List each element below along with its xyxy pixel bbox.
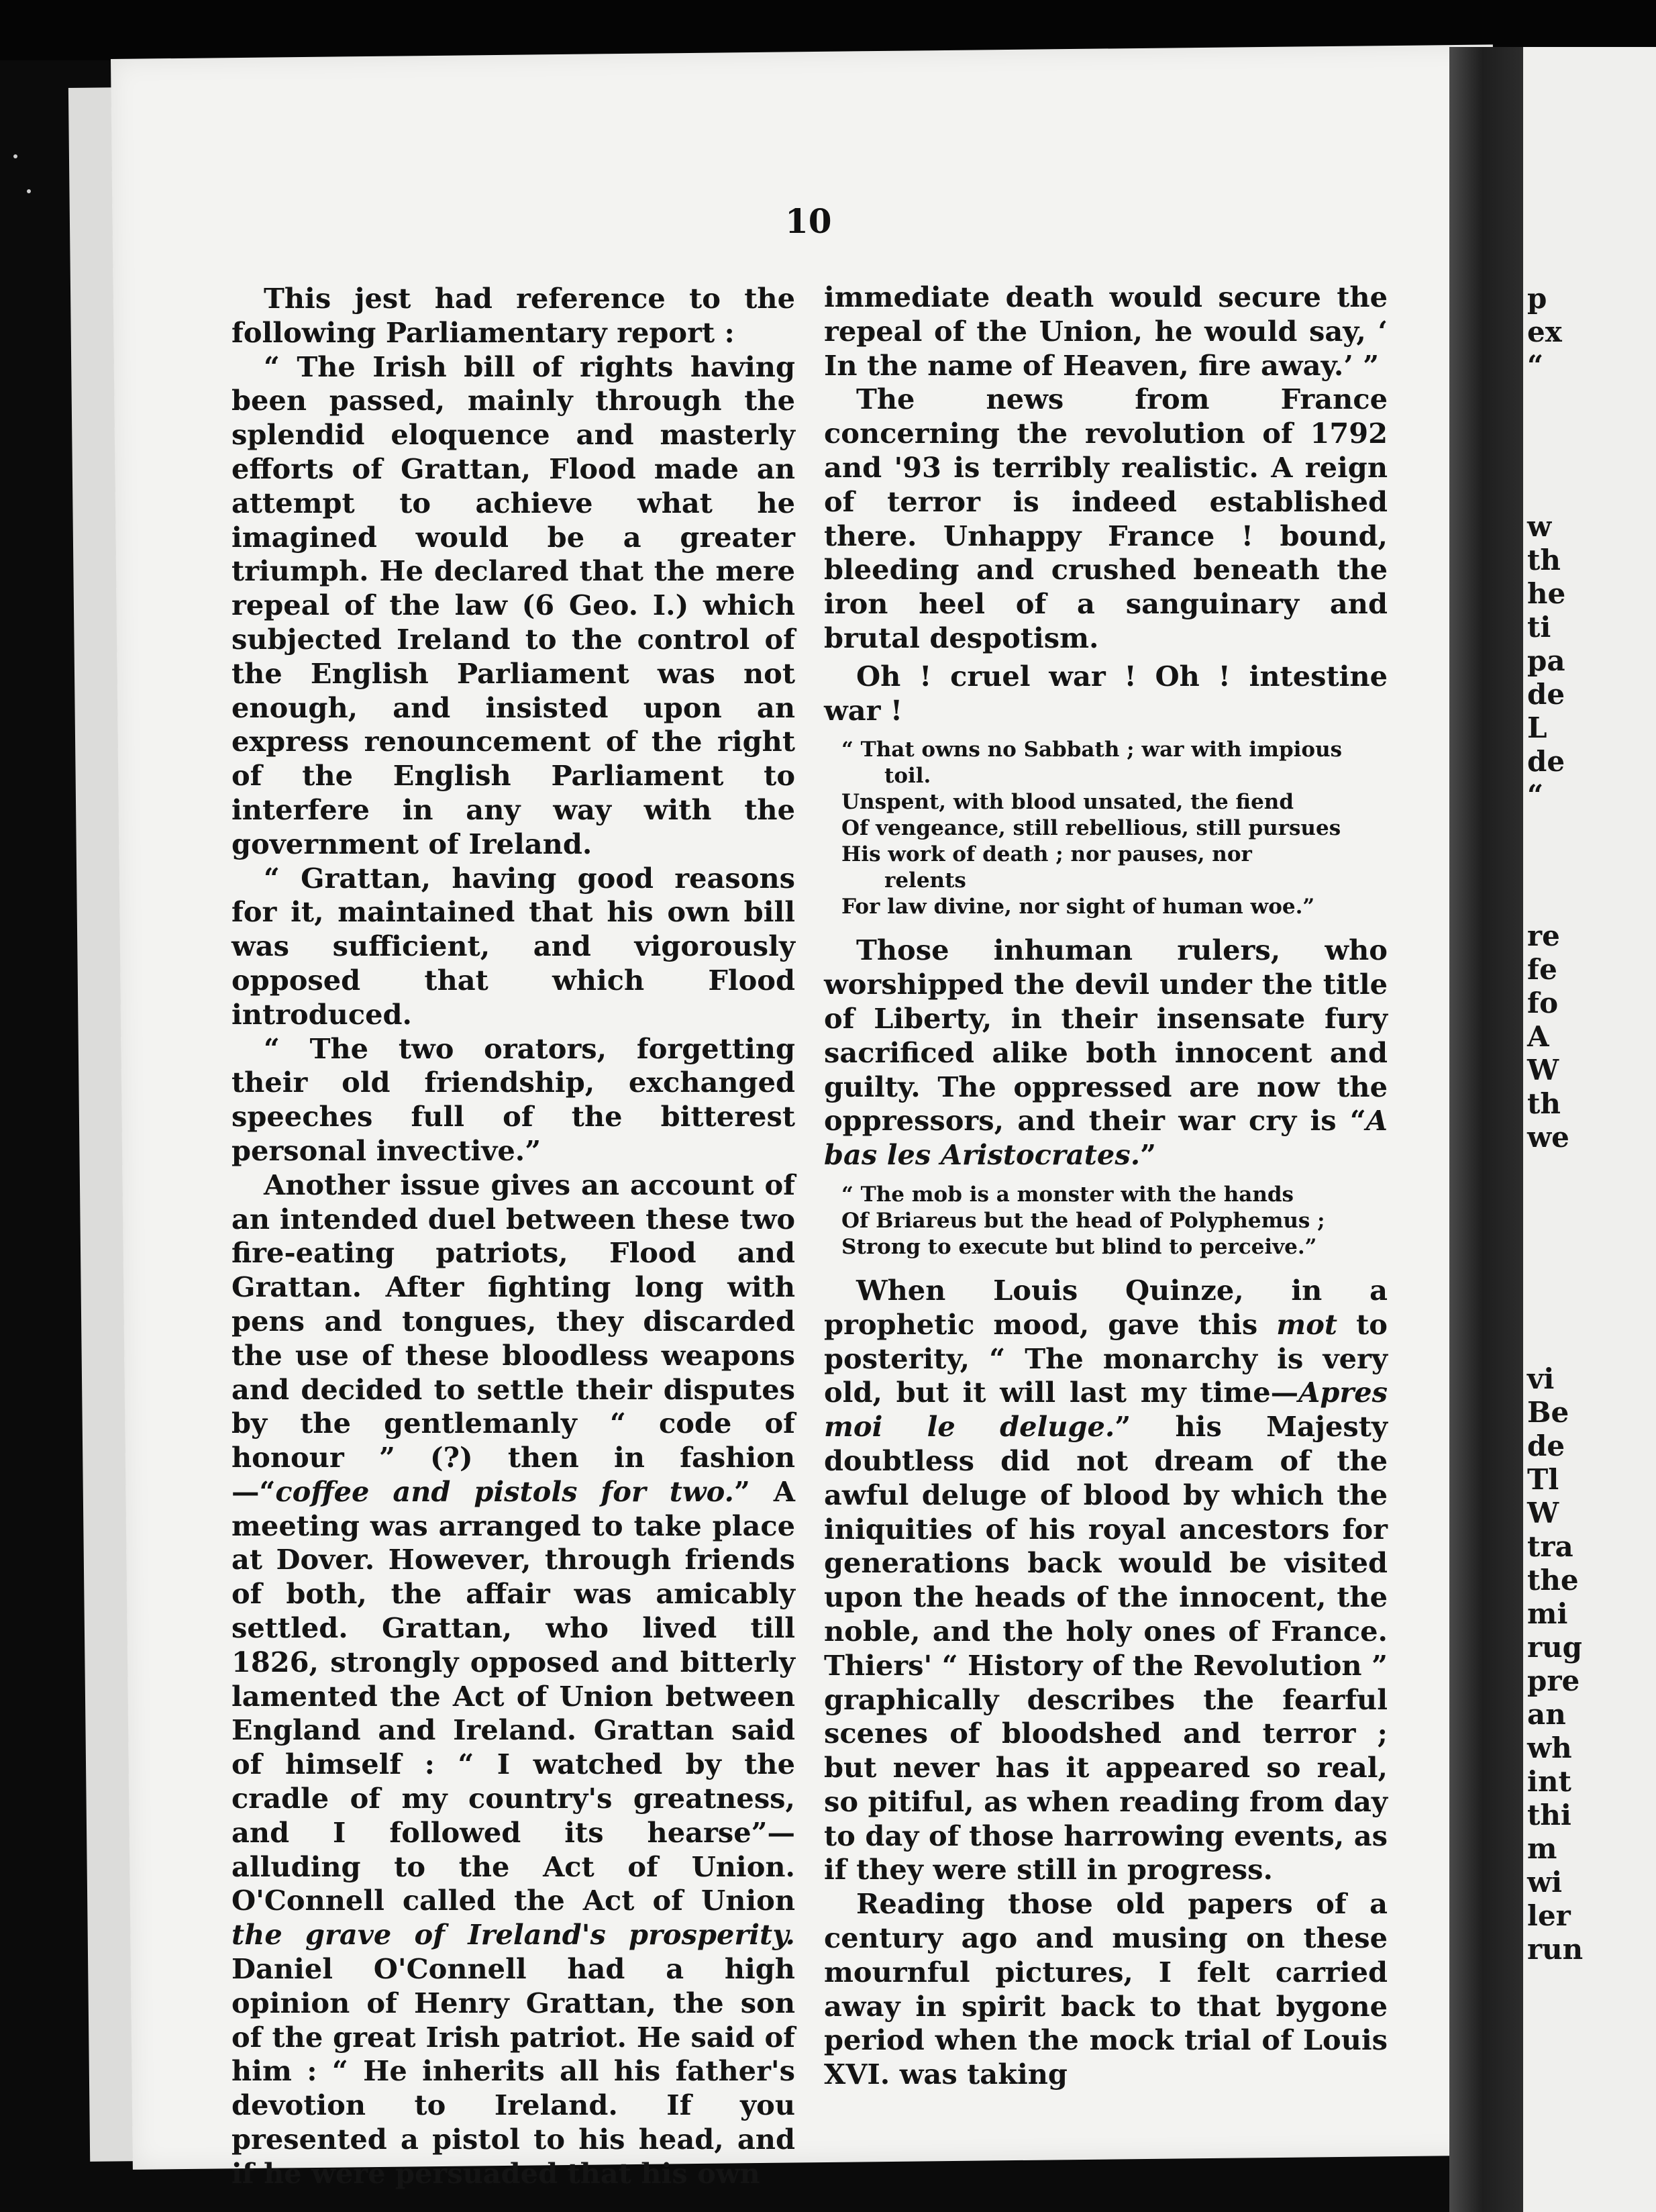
fragment-text: tra xyxy=(1527,1530,1573,1563)
fragment-text: th xyxy=(1527,1087,1561,1120)
fragment-text: int xyxy=(1527,1765,1571,1798)
verse-line: For law divine, nor sight of human woe.” xyxy=(841,895,1315,919)
scan-speck xyxy=(27,189,31,193)
paragraph: The news from France concerning the revolution of 1792 and '93 is terribly realistic. A reign of terror is indeed established there. Unhappy France ! bound, bleeding and crushed beneath the iron heel of a sanguinary and brutal despotism. xyxy=(824,383,1388,654)
italic-text: mot xyxy=(1276,1307,1338,1341)
fragment-text: vi xyxy=(1527,1362,1555,1395)
paragraph: This jest had reference to the following Parliamentary report : xyxy=(231,282,795,349)
paragraph: immediate death would secure the repeal of the Union, he would say, ‘ In the name of Heaven, fire away.’ ” xyxy=(824,281,1388,382)
fragment-text: he xyxy=(1527,577,1566,610)
fragment-text: ler xyxy=(1527,1899,1571,1932)
page-number: 10 xyxy=(785,201,832,241)
fragment-text: rug xyxy=(1527,1631,1583,1664)
book-gutter xyxy=(1449,47,1523,2212)
fragment-text: re xyxy=(1527,919,1560,952)
verse-quote xyxy=(824,737,1388,920)
paragraph: “ The two orators, forgetting their old friendship, exchanged speeches full of the bitterest personal invective.” xyxy=(231,1032,795,1167)
paragraph xyxy=(824,934,1388,1172)
scan-speck xyxy=(13,154,17,158)
fragment-text: th xyxy=(1527,544,1561,576)
fragment-text: an xyxy=(1527,1698,1566,1731)
fragment-text: wi xyxy=(1527,1866,1563,1899)
fragment-text: mi xyxy=(1527,1597,1568,1630)
paragraph: “ Grattan, having good reasons for it, maintained that his own bill was sufficient, and vigorously opposed that which Flood introduced. xyxy=(231,861,795,1031)
verse-line: “ The mob is a monster with the hands xyxy=(841,1182,1294,1207)
paragraph: Reading those old papers of a century ago and musing on these mournful pictures, I felt carried away in spirit back to that bygone period when the mock trial of Louis XVI. was taking xyxy=(824,1887,1388,2091)
fragment-text: Be xyxy=(1527,1396,1569,1429)
text-run: to posterity, “ The monarchy is very old, but it will last my time— xyxy=(824,1307,1388,1409)
text-run: When Louis Quinze, in a prophetic mood, gave this xyxy=(824,1273,1388,1341)
verse-line: toil. xyxy=(884,764,931,789)
fragment-text: L xyxy=(1527,711,1547,744)
verse-line: Of Briareus but the head of Polyphemus ; xyxy=(841,1208,1325,1233)
paragraph: Oh ! cruel war ! Oh ! intestine war ! xyxy=(824,659,1388,727)
italic-text: Apres moi le deluge. xyxy=(824,1376,1388,1444)
fragment-text: the xyxy=(1527,1564,1579,1597)
fragment-text: pre xyxy=(1527,1664,1580,1697)
fragment-text: ex xyxy=(1527,315,1562,348)
fragment-text: ti xyxy=(1527,611,1551,644)
right-column xyxy=(824,281,1388,2092)
fragment-text: A xyxy=(1527,1020,1549,1053)
left-column xyxy=(231,282,795,2191)
fragment-text: Tl xyxy=(1527,1463,1559,1496)
text-run: ” xyxy=(1140,1138,1157,1172)
italic-text: coffee and pistols for two. xyxy=(275,1474,734,1508)
paragraph: “ The Irish bill of rights having been passed, mainly through the splendid eloquence and masterly efforts of Grattan, Flood made an attempt to achieve what he imagined would be a greater triumph. He declared that the mere repeal of the law (6 Geo. I.) which subjected Ireland to the control of the English Parliament was not enough, and insisted upon an express renouncement of the right of the English Parliament to interfere in any way with the government of Ireland. xyxy=(231,350,795,860)
fragment-text: wh xyxy=(1527,1731,1572,1764)
fragment-text: pa xyxy=(1527,644,1565,677)
text-run: ” his Majesty doubtless did not dream of the awful deluge of blood by which the iniquities of his royal ancestors for generations back would be visited upon the heads of the innocent, the noble, and the holy ones of France. Thiers' “ History of the Revolution ” graphically describes the fearful scenes of bloodshed and terror ; but never has it appeared so real, so pitiful, as when reading from day to day of those harrowing events, as if they were still in progress. xyxy=(824,1410,1388,1887)
fragment-text: W xyxy=(1527,1054,1559,1087)
paragraph xyxy=(824,1274,1388,1887)
verse-quote xyxy=(824,1182,1388,1260)
fragment-text: run xyxy=(1527,1933,1584,1966)
verse-line: Of vengeance, still rebellious, still pursues xyxy=(841,816,1341,841)
text-run: ” A meeting was arranged to take place at Dover. However, through friends of both, the affair was amicably settled. Grattan, who lived till 1826, strongly opposed and bitterly lamented the Act of Union between England and Ireland. Grattan said of himself : “ I watched by the cradle of my country's greatness, and I followed its hearse”— alluding to the Act of Union. O'Connell called the Act of Union xyxy=(231,1474,795,1917)
adjacent-page-edge xyxy=(1523,47,1656,2212)
verse-line: His work of death ; nor pauses, nor xyxy=(841,842,1252,867)
italic-text: A bas les Aristocrates. xyxy=(824,1104,1388,1172)
paragraph xyxy=(231,1168,795,2191)
fragment-text: fo xyxy=(1527,987,1559,1019)
fragment-text: “ xyxy=(1527,349,1544,382)
fragment-text: we xyxy=(1527,1121,1569,1154)
italic-text: the grave of Ireland's prosperity. xyxy=(231,1918,795,1952)
fragment-text: fe xyxy=(1527,953,1557,986)
text-run: Another issue gives an account of an intended duel between these two fire-eating patriots, Flood and Grattan. After fighting long with pens and tongues, they discarded the use of these bloodless weapons and decided to settle their disputes by the gentlemanly “ code of honour ” (?) then in fashion —“ xyxy=(231,1168,795,1508)
fragment-text: W xyxy=(1527,1497,1559,1529)
text-run: Daniel O'Connell had a high opinion of Henry Grattan, the son of the great Irish patriot. He said of him : “ He inherits all his father's devotion to Ireland. If you presented a pistol to his head, and if he were persuaded that his own xyxy=(231,1952,795,2190)
verse-line: relents xyxy=(884,868,966,893)
verse-line: Strong to execute but blind to perceive.” xyxy=(841,1234,1317,1259)
verse-line: Unspent, with blood unsated, the fiend xyxy=(841,790,1294,815)
text-run: Those inhuman rulers, who worshipped the devil under the title of Liberty, in their insensate fury sacrificed alike both innocent and guilty. The oppressed are now the oppressors, and their war cry is “ xyxy=(824,934,1388,1138)
fragment-text: m xyxy=(1527,1832,1557,1865)
fragment-text: de xyxy=(1527,678,1565,711)
fragment-text: de xyxy=(1527,1429,1565,1462)
fragment-text: p xyxy=(1527,282,1547,315)
verse-line: “ That owns no Sabbath ; war with impious xyxy=(841,738,1343,762)
fragment-text: de xyxy=(1527,745,1565,778)
fragment-text: thi xyxy=(1527,1799,1571,1831)
fragment-text: “ xyxy=(1527,778,1544,811)
fragment-text: w xyxy=(1527,510,1552,543)
